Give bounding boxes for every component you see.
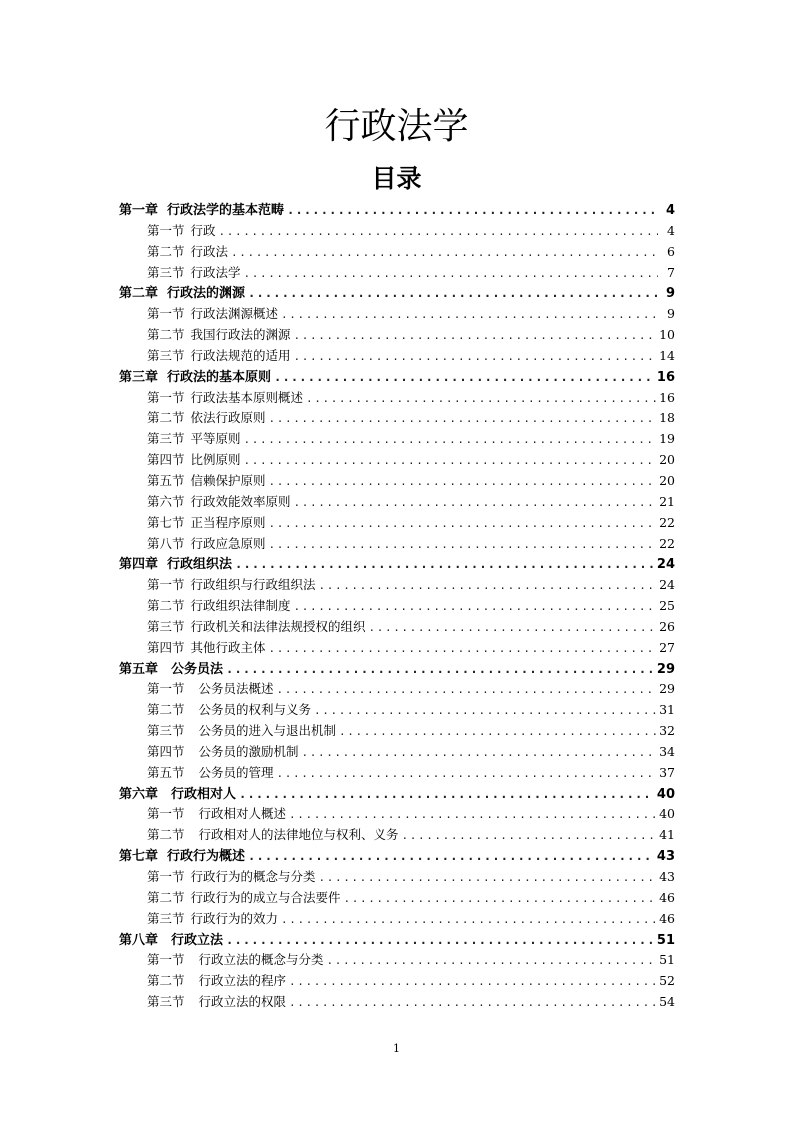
entry-number: 第四节 [147, 743, 185, 759]
entry-title: 行政行为的概念与分类 [190, 869, 316, 884]
toc-section-entry[interactable] [119, 992, 675, 1013]
entry-title: 我国行政法的渊源 [190, 327, 291, 343]
dot-leader [294, 493, 657, 513]
page-number: 1 [393, 1042, 400, 1055]
entry-number: 第二节 [147, 598, 185, 614]
dot-leader [314, 701, 656, 721]
toc-section-entry[interactable] [119, 263, 675, 284]
entry-title: 行政组织法律制度 [190, 598, 291, 614]
entry-number: 第三章 [119, 369, 159, 385]
toc-section-entry[interactable] [119, 492, 675, 513]
dot-leader [319, 576, 657, 596]
dot-leader [344, 889, 657, 909]
toc-chapter-entry[interactable] [119, 283, 675, 304]
entry-number: 第三节 [147, 994, 185, 1010]
entry-title: 行政立法的概念与分类 [198, 952, 324, 968]
table-of-contents [119, 200, 675, 1013]
toc-section-entry[interactable] [119, 950, 675, 971]
dot-leader [226, 930, 654, 951]
entry-page-number: 46 [659, 889, 675, 905]
toc-section-entry[interactable] [119, 304, 675, 325]
entry-page-number: 9 [665, 286, 675, 302]
entry-number: 第六节 [147, 493, 185, 509]
entry-title: 信赖保护原则 [190, 472, 266, 488]
toc-section-entry[interactable] [119, 513, 675, 534]
toc-section-entry[interactable] [119, 909, 675, 930]
entry-number: 第三节 [147, 264, 185, 280]
entry-page-number: 46 [659, 910, 675, 926]
toc-section-entry[interactable] [119, 408, 675, 429]
entry-number: 第一节 [147, 222, 185, 238]
entry-page-number: 26 [659, 618, 675, 634]
entry-title: 正当程序原则 [190, 514, 266, 530]
dot-leader [244, 264, 658, 284]
toc-section-entry[interactable] [119, 804, 675, 825]
toc-section-entry[interactable] [119, 867, 675, 888]
entry-number: 第二节 [147, 889, 185, 905]
entry-number: 第六章 [119, 786, 159, 802]
entry-page-number: 16 [656, 369, 675, 385]
entry-title: 行政相对人概述 [198, 806, 287, 822]
toc-section-entry[interactable] [119, 221, 675, 242]
entry-title: 行政法学的基本范畴 [167, 203, 285, 218]
dot-leader [289, 972, 656, 992]
document-title: 行政法学 [324, 106, 469, 147]
dot-leader [239, 784, 654, 805]
entry-page-number: 20 [659, 472, 675, 488]
dot-leader [274, 367, 654, 388]
toc-section-entry[interactable] [119, 346, 675, 367]
entry-number: 第八章 [119, 932, 159, 948]
entry-title: 行政相对人 [171, 786, 237, 802]
entry-title: 依法行政原则 [190, 410, 266, 426]
toc-section-entry[interactable] [119, 325, 675, 346]
entry-title: 行政行为的成立与合法要件 [190, 889, 341, 905]
toc-chapter-entry[interactable] [119, 554, 675, 575]
dot-leader [281, 910, 656, 930]
entry-number: 第一节 [147, 952, 185, 968]
toc-section-entry[interactable] [119, 638, 675, 659]
entry-title: 行政法的渊源 [167, 286, 246, 302]
entry-number: 第四节 [147, 452, 185, 468]
entry-title: 行政应急原则 [190, 535, 266, 551]
dot-leader [339, 722, 656, 742]
entry-number: 第五节 [147, 472, 185, 488]
toc-chapter-entry[interactable] [119, 200, 675, 221]
toc-section-entry[interactable] [119, 763, 675, 784]
entry-page-number: 32 [659, 723, 675, 739]
entry-page-number: 21 [659, 493, 675, 509]
entry-page-number: 19 [659, 431, 675, 447]
dot-leader [226, 659, 654, 680]
entry-page-number: 54 [659, 994, 675, 1010]
entry-number: 第二节 [147, 410, 185, 426]
entry-page-number: 40 [656, 786, 675, 802]
dot-leader [269, 639, 657, 659]
entry-page-number: 18 [659, 410, 675, 426]
entry-page-number: 14 [659, 347, 675, 363]
entry-title: 行政立法的程序 [198, 973, 287, 989]
dot-leader [306, 389, 656, 409]
entry-title: 行政法基本原则概述 [190, 389, 304, 405]
toc-section-entry[interactable] [119, 450, 675, 471]
entry-page-number: 24 [656, 557, 675, 573]
entry-page-number: 31 [659, 702, 675, 718]
entry-page-number: 27 [659, 639, 675, 655]
dot-leader [244, 451, 657, 471]
entry-number: 第二章 [119, 286, 159, 302]
entry-number: 第二节 [147, 327, 185, 343]
dot-leader [294, 347, 657, 367]
entry-number: 第三节 [147, 723, 185, 739]
entry-number: 第四节 [147, 639, 185, 655]
dot-leader [277, 764, 657, 784]
dot-leader [269, 535, 657, 555]
toc-section-entry[interactable] [119, 825, 675, 846]
entry-number: 第五节 [147, 764, 185, 780]
entry-page-number: 43 [659, 869, 675, 884]
dot-leader [269, 409, 657, 429]
entry-number: 第一节 [147, 577, 185, 593]
entry-page-number: 29 [656, 661, 675, 677]
dot-leader [231, 243, 658, 263]
toc-chapter-entry[interactable] [119, 846, 675, 867]
entry-number: 第一节 [147, 806, 185, 822]
entry-title: 平等原则 [190, 431, 241, 447]
entry-number: 第四章 [119, 557, 159, 573]
toc-section-entry[interactable] [119, 596, 675, 617]
dot-leader [294, 326, 657, 346]
entry-title: 公务员的管理 [198, 764, 274, 780]
dot-leader [244, 430, 657, 450]
entry-number: 第一节 [147, 306, 185, 322]
entry-number: 第二节 [147, 243, 185, 259]
entry-number: 第七章 [119, 849, 159, 865]
entry-page-number: 10 [659, 327, 675, 343]
dot-leader [327, 951, 657, 971]
dot-leader [248, 846, 654, 867]
dot-leader [219, 222, 658, 242]
entry-title: 公务员法 [171, 661, 224, 677]
entry-page-number: 4 [667, 222, 675, 238]
toc-section-entry[interactable] [119, 888, 675, 909]
dot-leader [294, 597, 657, 617]
entry-title: 行政法的基本原则 [167, 369, 272, 385]
entry-number: 第一节 [147, 869, 185, 884]
entry-title: 行政机关和法律法规授权的组织 [190, 618, 366, 634]
entry-title: 行政法规范的适用 [190, 347, 291, 363]
entry-title: 其他行政主体 [190, 639, 266, 655]
dot-leader [235, 554, 654, 575]
dot-leader [289, 805, 656, 825]
entry-page-number: 4 [665, 203, 675, 218]
dot-leader [248, 283, 658, 304]
entry-page-number: 51 [656, 932, 675, 948]
toc-section-entry[interactable] [119, 700, 675, 721]
entry-title: 行政立法 [171, 932, 224, 948]
toc-section-entry[interactable] [119, 534, 675, 555]
entry-page-number: 25 [659, 598, 675, 614]
dot-leader [402, 826, 657, 846]
entry-title: 公务员的进入与退出机制 [198, 723, 337, 739]
toc-chapter-entry[interactable] [119, 930, 675, 951]
entry-page-number: 24 [659, 577, 675, 593]
dot-leader [287, 200, 658, 221]
toc-section-entry[interactable] [119, 679, 675, 700]
entry-page-number: 22 [659, 514, 675, 530]
entry-number: 第一节 [147, 389, 185, 405]
entry-number: 第一章 [119, 203, 159, 218]
entry-page-number: 52 [659, 973, 675, 989]
toc-section-entry[interactable] [119, 575, 675, 596]
dot-leader [369, 618, 657, 638]
entry-title: 行政效能效率原则 [190, 493, 291, 509]
dot-leader [319, 868, 657, 888]
entry-page-number: 6 [667, 243, 675, 259]
entry-title: 行政法 [190, 243, 229, 259]
dot-leader [302, 743, 657, 763]
entry-number: 第二节 [147, 827, 185, 843]
entry-number: 第三节 [147, 910, 185, 926]
entry-number: 第三节 [147, 347, 185, 363]
toc-section-entry[interactable] [119, 971, 675, 992]
entry-number: 第二节 [147, 973, 185, 989]
entry-page-number: 9 [667, 306, 675, 322]
entry-number: 第三节 [147, 618, 185, 634]
entry-title: 行政行为概述 [167, 849, 246, 865]
entry-number: 第七节 [147, 514, 185, 530]
entry-page-number: 41 [659, 827, 675, 843]
entry-number: 第三节 [147, 431, 185, 447]
entry-page-number: 16 [659, 389, 675, 405]
toc-section-entry[interactable] [119, 242, 675, 263]
toc-chapter-entry[interactable] [119, 659, 675, 680]
entry-title: 比例原则 [190, 452, 241, 468]
toc-section-entry[interactable] [119, 471, 675, 492]
entry-page-number: 20 [659, 452, 675, 468]
dot-leader [289, 993, 656, 1013]
dot-leader [269, 472, 657, 492]
entry-title: 行政立法的权限 [198, 994, 287, 1010]
toc-section-entry[interactable] [119, 617, 675, 638]
entry-page-number: 7 [667, 264, 675, 280]
entry-title: 行政组织法 [167, 557, 233, 573]
toc-section-entry[interactable] [119, 721, 675, 742]
toc-section-entry[interactable] [119, 429, 675, 450]
toc-chapter-entry[interactable] [119, 367, 675, 388]
entry-title: 行政法渊源概述 [190, 306, 279, 322]
dot-leader [269, 514, 657, 534]
entry-title: 行政行为的效力 [190, 910, 279, 926]
toc-heading: 目录 [371, 164, 422, 193]
entry-title: 行政法学 [190, 264, 241, 280]
entry-title: 行政组织与行政组织法 [190, 577, 316, 593]
entry-page-number: 34 [659, 743, 675, 759]
entry-title: 公务员的权利与义务 [198, 702, 312, 718]
entry-title: 行政 [190, 222, 216, 238]
entry-page-number: 51 [659, 952, 675, 968]
entry-title: 行政相对人的法律地位与权利、义务 [198, 827, 399, 843]
toc-section-entry[interactable] [119, 742, 675, 763]
entry-number: 第五章 [119, 661, 159, 677]
entry-page-number: 29 [659, 681, 675, 697]
entry-page-number: 43 [656, 849, 675, 865]
entry-title: 公务员法概述 [198, 681, 274, 697]
entry-number: 第一节 [147, 681, 185, 697]
entry-number: 第八节 [147, 535, 185, 551]
dot-leader [281, 305, 658, 325]
toc-section-entry[interactable] [119, 388, 675, 409]
entry-page-number: 22 [659, 535, 675, 551]
toc-chapter-entry[interactable] [119, 784, 675, 805]
entry-number: 第二节 [147, 702, 185, 718]
entry-title: 公务员的激励机制 [198, 743, 299, 759]
entry-page-number: 37 [659, 764, 675, 780]
entry-page-number: 40 [659, 806, 675, 822]
dot-leader [277, 680, 657, 700]
